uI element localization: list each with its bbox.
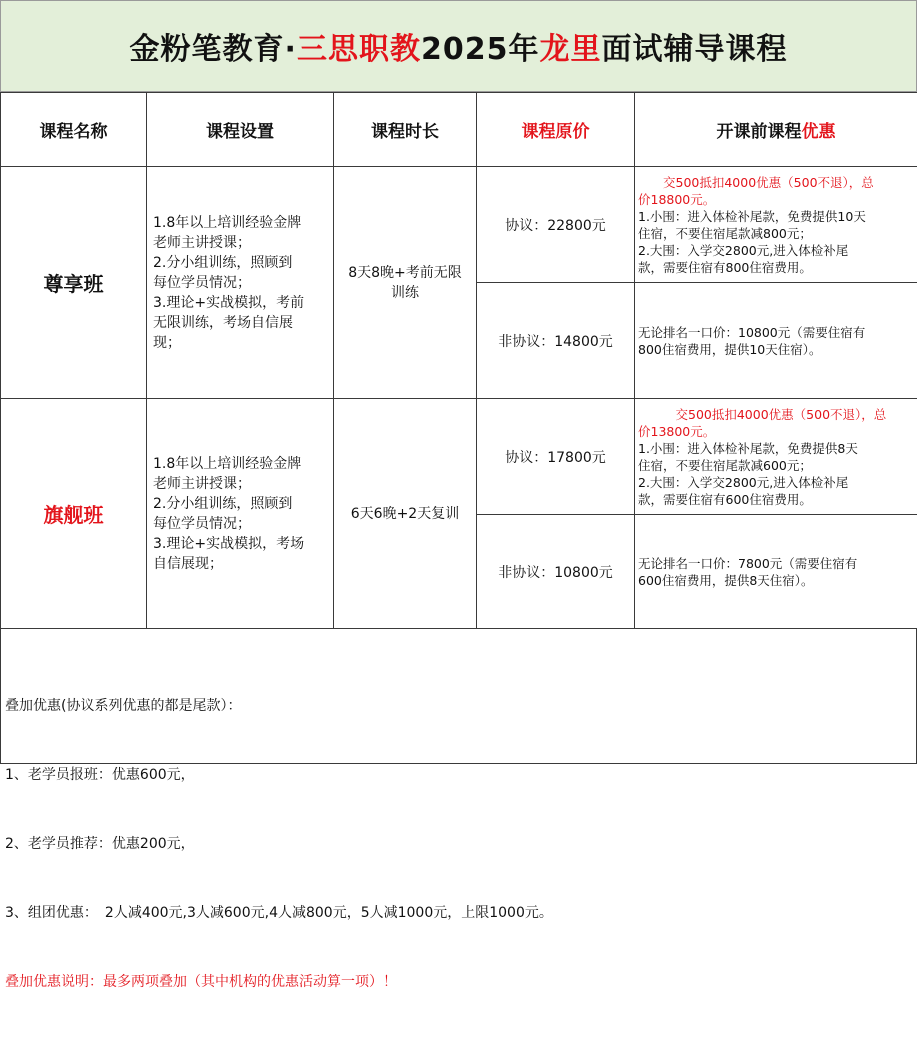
header-course-duration: 课程时长 — [334, 93, 477, 167]
non-agreement-discount: 无论排名一口价：10800元（需要住宿有 800住宿费用，提供10天住宿）。 — [635, 283, 917, 399]
footer-line: 2、老学员推荐：优惠200元， — [5, 833, 553, 856]
course-duration: 8天8晚+考前无限 训练 — [334, 167, 477, 399]
title-course: 面试辅导课程 — [601, 24, 787, 68]
agreement-price: 协议：17800元 — [477, 399, 635, 515]
course-table — [0, 92, 917, 629]
footer-line: 3、组团优惠： 2人减400元,3人减600元,4人减800元，5人减1000元，上限1000元。 — [5, 902, 553, 925]
header-course-setup: 课程设置 — [147, 93, 334, 167]
page-title — [0, 0, 917, 92]
table-row — [1, 399, 917, 515]
header-discount-label: 开课前课程 — [717, 122, 802, 142]
course-setup: 1.8年以上培训经验金牌 老师主讲授课； 2.分小组训练，照顾到 每位学员情况； 3.理论+实战模拟，考场 自信展现； — [147, 399, 334, 629]
agreement-price: 协议：22800元 — [477, 167, 635, 283]
course-duration: 6天6晚+2天复训 — [334, 399, 477, 629]
title-brand: 金粉笔教育· — [130, 24, 297, 68]
title-location: 龙里 — [539, 24, 601, 68]
header-discount — [635, 93, 917, 167]
table-header-row — [1, 93, 917, 167]
agreement-discount: 交500抵扣4000优惠（500不退），总 价13800元。 1.小围：进入体检补尾款，免费提供8天 住宿，不要住宿尾款减600元； 2.大围：入学交2800元,进入体检补尾 款，需要住宿有600住宿费用。 — [635, 399, 917, 515]
course-name: 尊享班 — [1, 167, 147, 399]
header-discount-highlight: 优惠 — [802, 122, 836, 142]
title-year: 2025年 — [421, 24, 540, 68]
course-name: 旗舰班 — [1, 399, 147, 629]
non-agreement-price: 非协议：10800元 — [477, 515, 635, 629]
title-org: 三思职教 — [297, 24, 421, 68]
non-agreement-price: 非协议：14800元 — [477, 283, 635, 399]
stacking-discount-notes — [0, 629, 917, 764]
footer-line: 叠加优惠(协议系列优惠的都是尾款）： — [5, 695, 553, 718]
header-original-price: 课程原价 — [477, 93, 635, 167]
header-course-name: 课程名称 — [1, 93, 147, 167]
course-setup: 1.8年以上培训经验金牌 老师主讲授课； 2.分小组训练，照顾到 每位学员情况； 3.理论+实战模拟，考前 无限训练，考场自信展 现； — [147, 167, 334, 399]
footer-note: 叠加优惠说明：最多两项叠加（其中机构的优惠活动算一项）！ — [5, 971, 553, 994]
footer-line: 1、老学员报班：优惠600元， — [5, 764, 553, 787]
non-agreement-discount: 无论排名一口价：7800元（需要住宿有 600住宿费用，提供8天住宿）。 — [635, 515, 917, 629]
table-row — [1, 167, 917, 283]
agreement-discount: 交500抵扣4000优惠（500不退），总 价18800元。 1.小围：进入体检补尾款，免费提供10天 住宿，不要住宿尾款减800元； 2.大围：入学交2800元,进入体检补尾 款，需要住宿有800住宿费用。 — [635, 167, 917, 283]
